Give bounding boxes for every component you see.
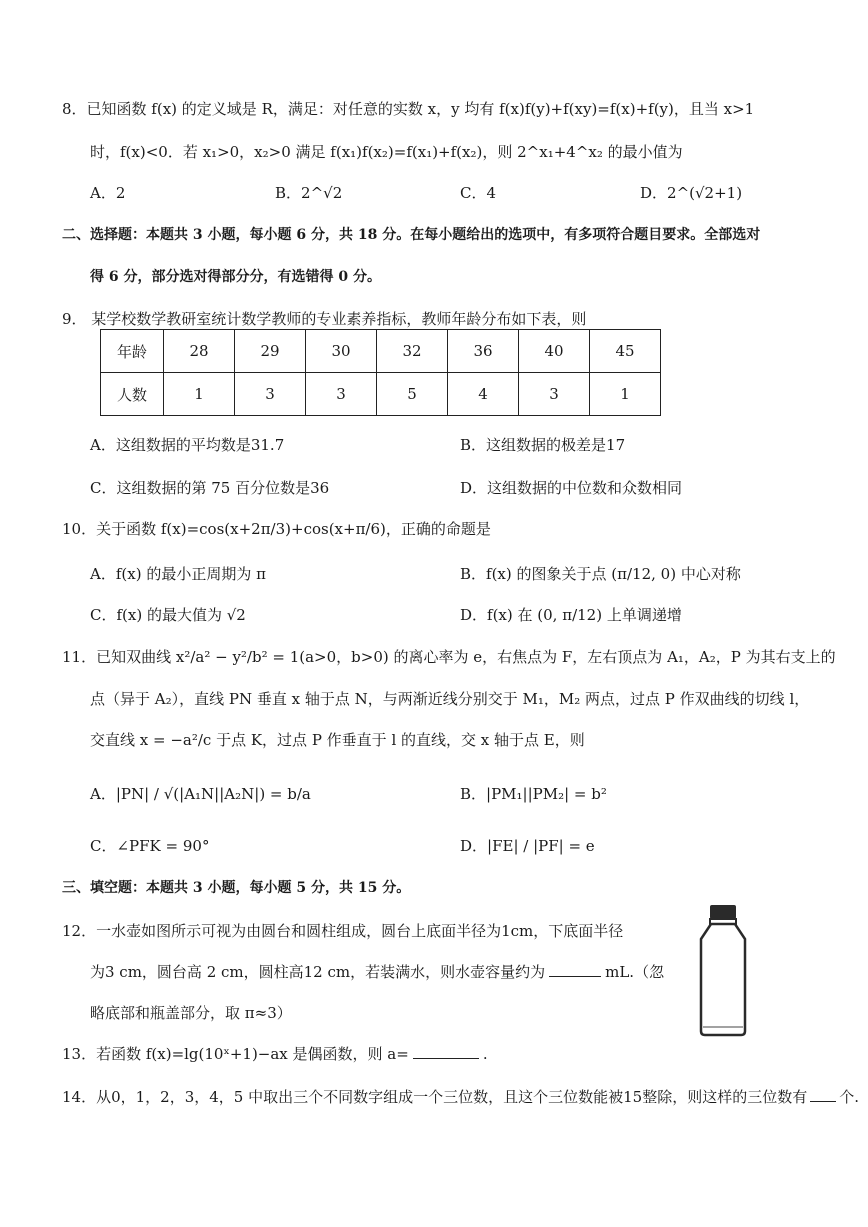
q8-option-c: C．4 [460, 184, 497, 202]
table-cell: 36 [448, 330, 519, 373]
q8-line2: 时，f(x)<0．若 x₁>0，x₂>0 满足 f(x₁)f(x₂)=f(x₁)+f(x₂)，则 2^x₁+4^x₂ 的最小值为 [90, 143, 683, 161]
table-cell: 1 [590, 373, 661, 416]
q12-line2 [90, 961, 664, 982]
table-cell: 29 [235, 330, 306, 373]
table-cell: 30 [306, 330, 377, 373]
q11-option-c: C．∠PFK = 90° [90, 837, 210, 855]
q12-answer-blank[interactable] [549, 976, 601, 977]
table-cell: 32 [377, 330, 448, 373]
table-cell: 3 [235, 373, 306, 416]
q12-line3: 略底部和瓶盖部分，取 π≈3） [90, 1004, 292, 1022]
table-cell: 3 [306, 373, 377, 416]
q11-line2: 点（异于 A₂），直线 PN 垂直 x 轴于点 N，与两渐近线分别交于 M₁，M₂ 两点，过点 P 作双曲线的切线 l， [90, 690, 810, 708]
table-cell: 40 [519, 330, 590, 373]
table-cell: 1 [164, 373, 235, 416]
table-cell: 3 [519, 373, 590, 416]
table-cell: 45 [590, 330, 661, 373]
q13-suffix: . [482, 1045, 488, 1063]
table-cell: 28 [164, 330, 235, 373]
section3-header: 三、填空题：本题共 3 小题，每小题 5 分，共 15 分。 [62, 880, 411, 896]
table-cell: 4 [448, 373, 519, 416]
table-row [101, 330, 661, 373]
q14-answer-blank[interactable] [810, 1101, 836, 1102]
q11-option-b: B．|PM₁||PM₂| = b² [460, 785, 607, 803]
q9-option-b: B．这组数据的极差是17 [460, 436, 626, 454]
q8-option-a: A．2 [90, 184, 126, 202]
q12-line2-text: 为3 cm，圆台高 2 cm，圆柱高12 cm，若装满水，则水壶容量约为 [90, 963, 546, 981]
q8-line1: 8．已知函数 f(x) 的定义域是 R，满足：对任意的实数 x，y 均有 f(x)f(y)+f(xy)=f(x)+f(y)，且当 x>1 [62, 100, 755, 118]
q10-stem: 10．关于函数 f(x)=cos(x+2π/3)+cos(x+π/6)，正确的命题是 [62, 520, 491, 538]
q12-line2-suffix: mL.（忽 [605, 963, 665, 981]
bottle-body-icon [701, 924, 745, 1035]
q8-option-b: B．2^√2 [275, 184, 343, 202]
q11-option-a: A．|PN| / √(|A₁N||A₂N|) = b/a [90, 785, 311, 803]
q14-text: 14．从0，1，2，3，4，5 中取出三个不同数字组成一个三位数，且这个三位数能被15整除，则这样的三位数有 [62, 1088, 808, 1106]
table-cell-count-header: 人数 [101, 373, 164, 416]
q8-option-d: D．2^(√2+1) [640, 184, 743, 202]
q9-age-table [100, 329, 661, 416]
q9-option-c: C．这组数据的第 75 百分位数是36 [90, 479, 330, 497]
q12-line1: 12．一水壶如图所示可视为由圆台和圆柱组成，圆台上底面半径为1cm，下底面半径 [62, 922, 624, 940]
q11-line1: 11．已知双曲线 x²/a² − y²/b² = 1(a>0，b>0) 的离心率为 e，右焦点为 F，左右顶点为 A₁，A₂，P 为其右支上的 [62, 648, 836, 666]
table-cell-age-header: 年龄 [101, 330, 164, 373]
q13-text: 13．若函数 f(x)=lg(10ˣ+1)−ax 是偶函数，则 a= [62, 1045, 409, 1063]
q13-answer-blank[interactable] [413, 1058, 479, 1059]
table-cell: 5 [377, 373, 448, 416]
q10-option-b: B．f(x) 的图象关于点 (π/12, 0) 中心对称 [460, 565, 741, 583]
q10-option-c: C．f(x) 的最大值为 √2 [90, 606, 246, 624]
q9-option-a: A．这组数据的平均数是31.7 [90, 436, 285, 454]
q10-option-a: A．f(x) 的最小正周期为 π [90, 565, 266, 583]
q14-suffix: 个. [839, 1088, 859, 1106]
q14-line [62, 1086, 859, 1107]
bottle-cap-icon [710, 905, 736, 919]
q9-stem: 9． 某学校数学教研室统计数学教师的专业素养指标，教师年龄分布如下表，则 [62, 310, 587, 328]
water-bottle-figure [697, 903, 749, 1039]
q13-line [62, 1043, 488, 1064]
q11-line3: 交直线 x = −a²/c 于点 K，过点 P 作垂直于 l 的直线，交 x 轴于点 E，则 [90, 731, 585, 749]
q9-option-d: D．这组数据的中位数和众数相同 [460, 479, 683, 497]
section2-header-line1: 二、选择题：本题共 3 小题，每小题 6 分，共 18 分。在每小题给出的选项中，有多项符合题目要求。全部选对 [62, 227, 761, 243]
section2-header-line2: 得 6 分，部分选对得部分分，有选错得 0 分。 [90, 269, 381, 285]
q10-option-d: D．f(x) 在 (0, π/12) 上单调递增 [460, 606, 682, 624]
q11-option-d: D．|FE| / |PF| = e [460, 837, 595, 855]
table-row [101, 373, 661, 416]
